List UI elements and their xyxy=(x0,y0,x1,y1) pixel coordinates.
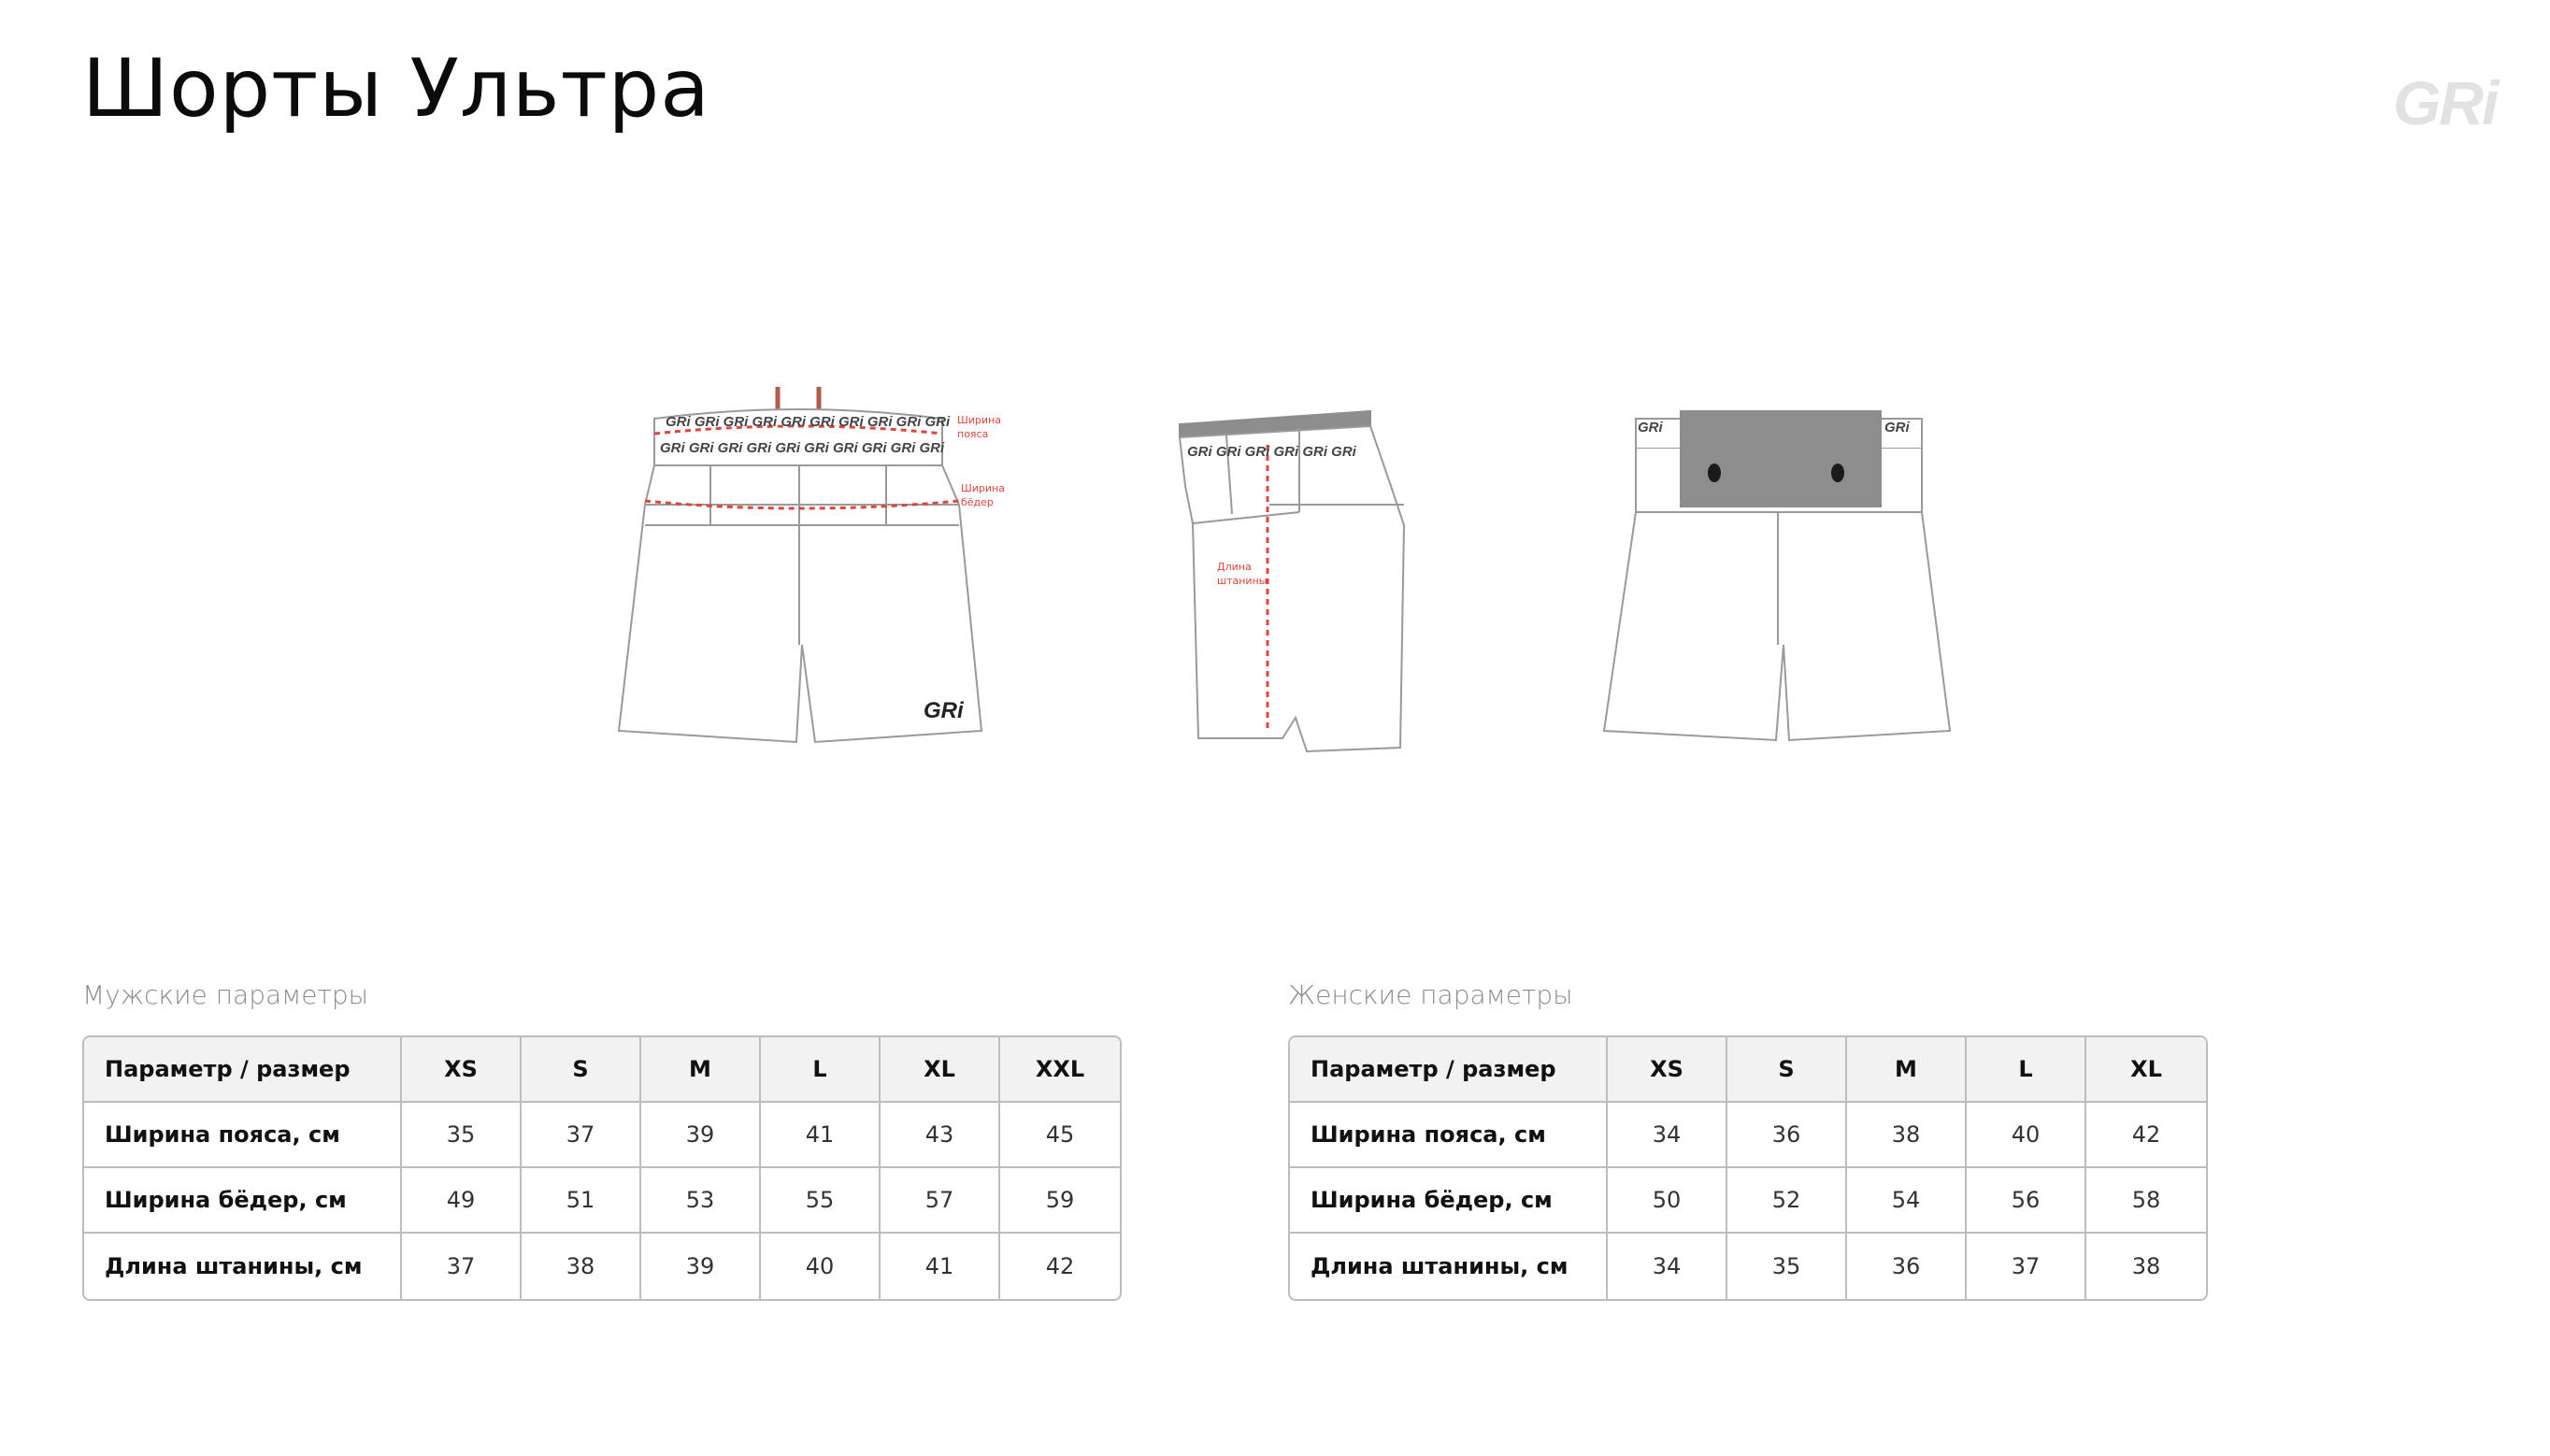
row-label: Ширина пояса, см xyxy=(84,1103,402,1168)
table-cell: 40 xyxy=(761,1234,881,1299)
women-section-label: Женские параметры xyxy=(1288,979,1573,1010)
header-size-s: S xyxy=(1727,1037,1847,1103)
table-cell: 59 xyxy=(1000,1168,1120,1234)
back-view xyxy=(1604,411,1950,740)
table-cell: 37 xyxy=(1967,1234,2086,1299)
table-cell: 56 xyxy=(1967,1168,2086,1234)
table-row xyxy=(1290,1168,2206,1234)
table-cell: 43 xyxy=(881,1103,1000,1168)
men-section-label: Мужские параметры xyxy=(82,979,369,1010)
side-view xyxy=(1180,411,1404,751)
table-cell: 35 xyxy=(1727,1234,1847,1299)
table-cell: 34 xyxy=(1608,1234,1727,1299)
header-size-m: M xyxy=(641,1037,761,1103)
table-cell: 38 xyxy=(2131,1253,2161,1279)
header-size-xl: XL xyxy=(881,1037,1000,1103)
table-cell: 49 xyxy=(402,1168,522,1234)
header-param: Параметр / размер xyxy=(1290,1037,1608,1103)
table-cell: 51 xyxy=(522,1168,641,1234)
table-cell: 39 xyxy=(641,1103,761,1168)
row-label: Ширина бёдер, см xyxy=(84,1168,402,1234)
table-cell: 41 xyxy=(881,1234,1000,1299)
table-cell: 40 xyxy=(1967,1103,2086,1168)
svg-text:GRi GRi GRi GRi GRi GRi: GRi GRi GRi GRi GRi GRi xyxy=(1187,444,1356,460)
brand-logo: GRi xyxy=(2393,68,2498,137)
row-label: Длина штанины, см xyxy=(1290,1234,1608,1299)
header-size-m: M xyxy=(1847,1037,1967,1103)
table-cell: 53 xyxy=(641,1168,761,1234)
table-cell: 54 xyxy=(1847,1168,1967,1234)
hips-label-line1: Ширина xyxy=(961,482,1005,494)
table-cell: 55 xyxy=(761,1168,881,1234)
men-size-table xyxy=(82,1035,1122,1301)
header-size-l: L xyxy=(761,1037,881,1103)
length-label-line2: штанины xyxy=(1217,575,1268,587)
table-cell: 58 xyxy=(2086,1168,2206,1234)
header-size-xs: XS xyxy=(402,1037,522,1103)
table-cell: 42 xyxy=(2086,1103,2206,1168)
table-cell: 38 xyxy=(1847,1103,1967,1168)
header-size-xl: XL xyxy=(2086,1037,2206,1103)
table-cell: 52 xyxy=(1727,1168,1847,1234)
header-size-xxl: XXL xyxy=(1000,1037,1120,1103)
header-param: Параметр / размер xyxy=(84,1037,402,1103)
table-row xyxy=(84,1103,1120,1168)
svg-text:GRi GRi GRi GRi GRi GRi GRi GR: GRi GRi GRi GRi GRi GRi GRi GRi GRi GRi xyxy=(666,414,951,430)
table-cell: 35 xyxy=(402,1103,522,1168)
length-label-line1: Длина xyxy=(1217,561,1252,573)
row-label: Ширина бёдер, см xyxy=(1290,1168,1608,1234)
table-row xyxy=(84,1168,1120,1234)
women-size-table xyxy=(1288,1035,2208,1301)
table-cell: 36 xyxy=(1847,1234,1967,1299)
header-size-s: S xyxy=(522,1037,641,1103)
table-header-row xyxy=(84,1037,1120,1103)
table-cell: 37 xyxy=(522,1103,641,1168)
table-cell: 57 xyxy=(881,1168,1000,1234)
table-header-row xyxy=(1290,1037,2206,1103)
header-size-xs: XS xyxy=(1608,1037,1727,1103)
table-cell: 37 xyxy=(402,1234,522,1299)
table-cell: 50 xyxy=(1608,1168,1727,1234)
table-cell: 36 xyxy=(1727,1103,1847,1168)
table-cell: 34 xyxy=(1608,1103,1727,1168)
page-title: Шорты Ультра xyxy=(82,42,710,136)
table-cell: 42 xyxy=(1045,1253,1075,1279)
svg-text:GRi: GRi xyxy=(1884,420,1910,435)
svg-text:GRi GRi GRi GRi GRi GRi GRi GR: GRi GRi GRi GRi GRi GRi GRi GRi GRi GRi xyxy=(660,440,945,456)
table-cell: 45 xyxy=(1000,1103,1120,1168)
row-label: Ширина пояса, см xyxy=(1290,1103,1608,1168)
table-cell: 38 xyxy=(522,1234,641,1299)
row-label: Длина штанины, см xyxy=(84,1234,402,1299)
svg-text:GRi: GRi xyxy=(1638,420,1663,435)
table-row xyxy=(1290,1234,2206,1299)
table-cell: 41 xyxy=(761,1103,881,1168)
waist-label-line2: пояса xyxy=(957,428,989,440)
header-size-l: L xyxy=(1967,1037,2086,1103)
hips-label-line2: бёдер xyxy=(961,496,994,508)
waist-label-line1: Ширина xyxy=(957,414,1001,426)
front-leg-logo: GRi xyxy=(924,698,964,723)
table-row xyxy=(84,1234,1120,1299)
table-cell: 39 xyxy=(641,1234,761,1299)
table-row xyxy=(1290,1103,2206,1168)
